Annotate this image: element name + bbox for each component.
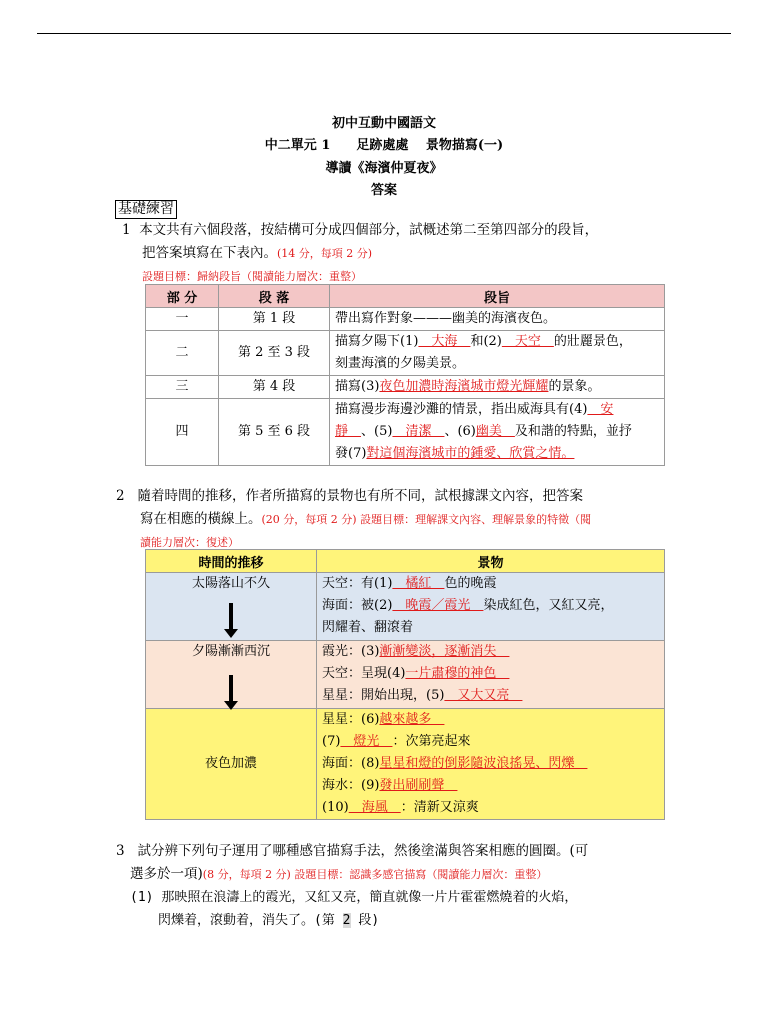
- table-row: [146, 308, 665, 331]
- item-ref-number: 2: [342, 913, 351, 928]
- scene-text: 閃耀着、翻滾着: [322, 620, 414, 635]
- answer-4: 安: [587, 402, 614, 417]
- cell-para: 第 2 至 3 段: [219, 331, 330, 376]
- q1-text: [122, 219, 682, 288]
- reading-title: 導讀《海濱仲夏夜》: [325, 161, 443, 176]
- scene-text: 色的晚霞: [444, 576, 497, 591]
- section-tag: 基礎練習: [115, 200, 177, 219]
- gist-text: 的壯麗景色，: [553, 334, 632, 349]
- q3-objective: 設題目標：認識多感官描寫（閱讀能力層次：重整）: [294, 868, 548, 881]
- cell-para: 第 1 段: [219, 308, 330, 331]
- scene-text: 海面：被(2): [322, 598, 393, 613]
- scene-cell: [317, 573, 665, 641]
- scene-cell: [317, 709, 665, 820]
- scene-text: 天空：呈現(4): [322, 666, 406, 681]
- q1-line-a: 本文共有六個段落，按結構可分成四個部分，試概述第二至第四部分的段旨，: [139, 222, 599, 238]
- answer-3: 漸漸變淡，逐漸消失: [379, 644, 510, 659]
- down-arrow-icon: [224, 675, 238, 710]
- down-arrow-icon: [224, 603, 238, 638]
- table-row: [146, 331, 665, 376]
- cell-gist: [330, 399, 665, 466]
- cell-para: 第 4 段: [219, 376, 330, 399]
- scene-text: 霞光：(3): [322, 644, 380, 659]
- time-label: 太陽落山不久: [191, 576, 270, 591]
- q1-number: 1: [122, 222, 131, 238]
- scene-text: 海面：(8): [322, 756, 380, 771]
- q3-line-b: 選多於一項): [130, 866, 203, 882]
- gist-text: 、(5): [361, 424, 393, 439]
- answer-10: 海風: [348, 800, 401, 815]
- answer-1: 大海: [418, 334, 471, 349]
- answer-1: 橘紅: [392, 576, 445, 591]
- answer-3: 夜色加濃時海濱城市燈光輝耀: [379, 379, 549, 394]
- q2-marks: (20 分，每項 2 分): [261, 513, 357, 526]
- q1-line-b: 把答案填寫在下表內。: [142, 245, 277, 261]
- q3-number: 3: [116, 843, 125, 859]
- cell-part: 一: [146, 308, 219, 331]
- cell-part: 二: [146, 331, 219, 376]
- scene-text: (7): [322, 734, 341, 749]
- q3-marks: (8 分，每項 2 分): [202, 868, 291, 881]
- time-label: 夕陽漸漸西沉: [191, 644, 270, 659]
- answer-2: 晚霞／霞光: [392, 598, 484, 613]
- q2-line-b: 寫在相應的橫線上。: [140, 511, 262, 527]
- answer-9: 發出刷刷聲: [379, 778, 458, 793]
- col-gist: 段旨: [330, 285, 665, 308]
- table-row: [146, 399, 665, 466]
- q3-item-1: [116, 886, 676, 909]
- q1-objective: 設題目標：歸納段旨（閱讀能力層次：重整）: [142, 270, 362, 283]
- q2-line-a: 隨着時間的推移，作者所描寫的景物也有所不同，試根據課文內容，把答案: [137, 488, 583, 504]
- item-number: (1): [130, 890, 154, 905]
- gist-text: 及和諧的特點，並抒: [514, 424, 632, 439]
- q3-line-a: 試分辨下列句子運用了哪種感官描寫手法，然後塗滿與答案相應的圓圈。(可: [137, 843, 589, 859]
- answer-8: 星星和燈的倒影隨波浪搖晃、閃爍: [379, 756, 588, 771]
- scene-text: 星星：開始出現，(5): [322, 688, 445, 703]
- cell-gist: [330, 331, 665, 376]
- gist-text: 描寫(3): [335, 379, 380, 394]
- unit-title: 中二單元 1 足跡處處 景物描寫(一): [264, 138, 504, 153]
- scene-text: 海水：(9): [322, 778, 380, 793]
- scene-text: 染成紅色，又紅又亮，: [483, 598, 614, 613]
- answer-title: 答案: [370, 183, 397, 198]
- answer-6: 幽美: [475, 424, 515, 439]
- q2-table: [145, 549, 665, 820]
- col-scene: 景物: [317, 550, 665, 573]
- answer-4-cont: 靜: [335, 424, 362, 439]
- answer-5: 清潔: [392, 424, 445, 439]
- answer-4: 一片肅穆的神色: [405, 666, 510, 681]
- gist-text: 描寫夕陽下(1): [335, 334, 419, 349]
- item-ref: 段): [350, 913, 380, 928]
- item-ref: (第: [314, 913, 343, 928]
- item-text: 閃爍着，滾動着，消失了。: [158, 913, 315, 928]
- course-title: 初中互動中國語文: [331, 116, 436, 131]
- scene-text: ：清新又涼爽: [400, 800, 479, 815]
- time-cell: [146, 573, 317, 641]
- item-text: 那映照在浪濤上的霞光，又紅又亮，簡直就像一片片霍霍燃燒着的火焰，: [161, 890, 578, 905]
- scene-text: 天空：有(1): [322, 576, 393, 591]
- q1-table-header: [146, 285, 665, 308]
- q2-objective-b: 讀能力層次：復述）: [140, 536, 239, 549]
- time-cell: [146, 709, 317, 820]
- answer-6: 越來越多: [379, 712, 445, 727]
- table-row: [146, 641, 665, 709]
- answer-2: 天空: [501, 334, 554, 349]
- col-time: 時間的推移: [146, 550, 317, 573]
- q3-text: [116, 840, 676, 932]
- time-label: 夜色加濃: [204, 756, 257, 771]
- q2-objective-a: 設題目標：理解課文內容、理解景象的特徵（閱: [360, 513, 592, 526]
- gist-text: 的景象。: [548, 379, 601, 394]
- table-row: [146, 709, 665, 820]
- col-para: 段 落: [219, 285, 330, 308]
- q3-item-1-cont: [116, 909, 676, 932]
- table-row: [146, 573, 665, 641]
- time-cell: [146, 641, 317, 709]
- q2-table-header: [146, 550, 665, 573]
- col-part: 部 分: [146, 285, 219, 308]
- q1-marks: (14 分，每項 2 分): [277, 247, 373, 260]
- gist-text: 、(6): [444, 424, 476, 439]
- table-row: [146, 376, 665, 399]
- scene-cell: [317, 641, 665, 709]
- answer-5: 又大又亮: [444, 688, 523, 703]
- cell-gist: [330, 376, 665, 399]
- scene-text: 星星：(6): [322, 712, 380, 727]
- gist-text: 刻畫海濱的夕陽美景。: [335, 356, 466, 371]
- cell-part: 三: [146, 376, 219, 399]
- cell-gist: 帶出寫作對象———幽美的海濱夜色。: [330, 308, 665, 331]
- top-rule: [37, 33, 731, 34]
- scene-text: (10): [322, 800, 349, 815]
- q1-table: [145, 284, 665, 466]
- q2-number: 2: [116, 488, 125, 504]
- cell-para: 第 5 至 6 段: [219, 399, 330, 466]
- gist-text: 描寫漫步海邊沙灘的情景，指出威海具有(4): [335, 402, 588, 417]
- cell-part: 四: [146, 399, 219, 466]
- q2-text: [116, 485, 676, 554]
- answer-7: 燈光: [340, 734, 393, 749]
- gist-text: 和(2): [470, 334, 502, 349]
- scene-text: ：次第亮起來: [392, 734, 471, 749]
- gist-text: 發(7): [335, 446, 367, 461]
- answer-7: 對這個海濱城市的鍾愛、欣賞之情。: [366, 446, 575, 461]
